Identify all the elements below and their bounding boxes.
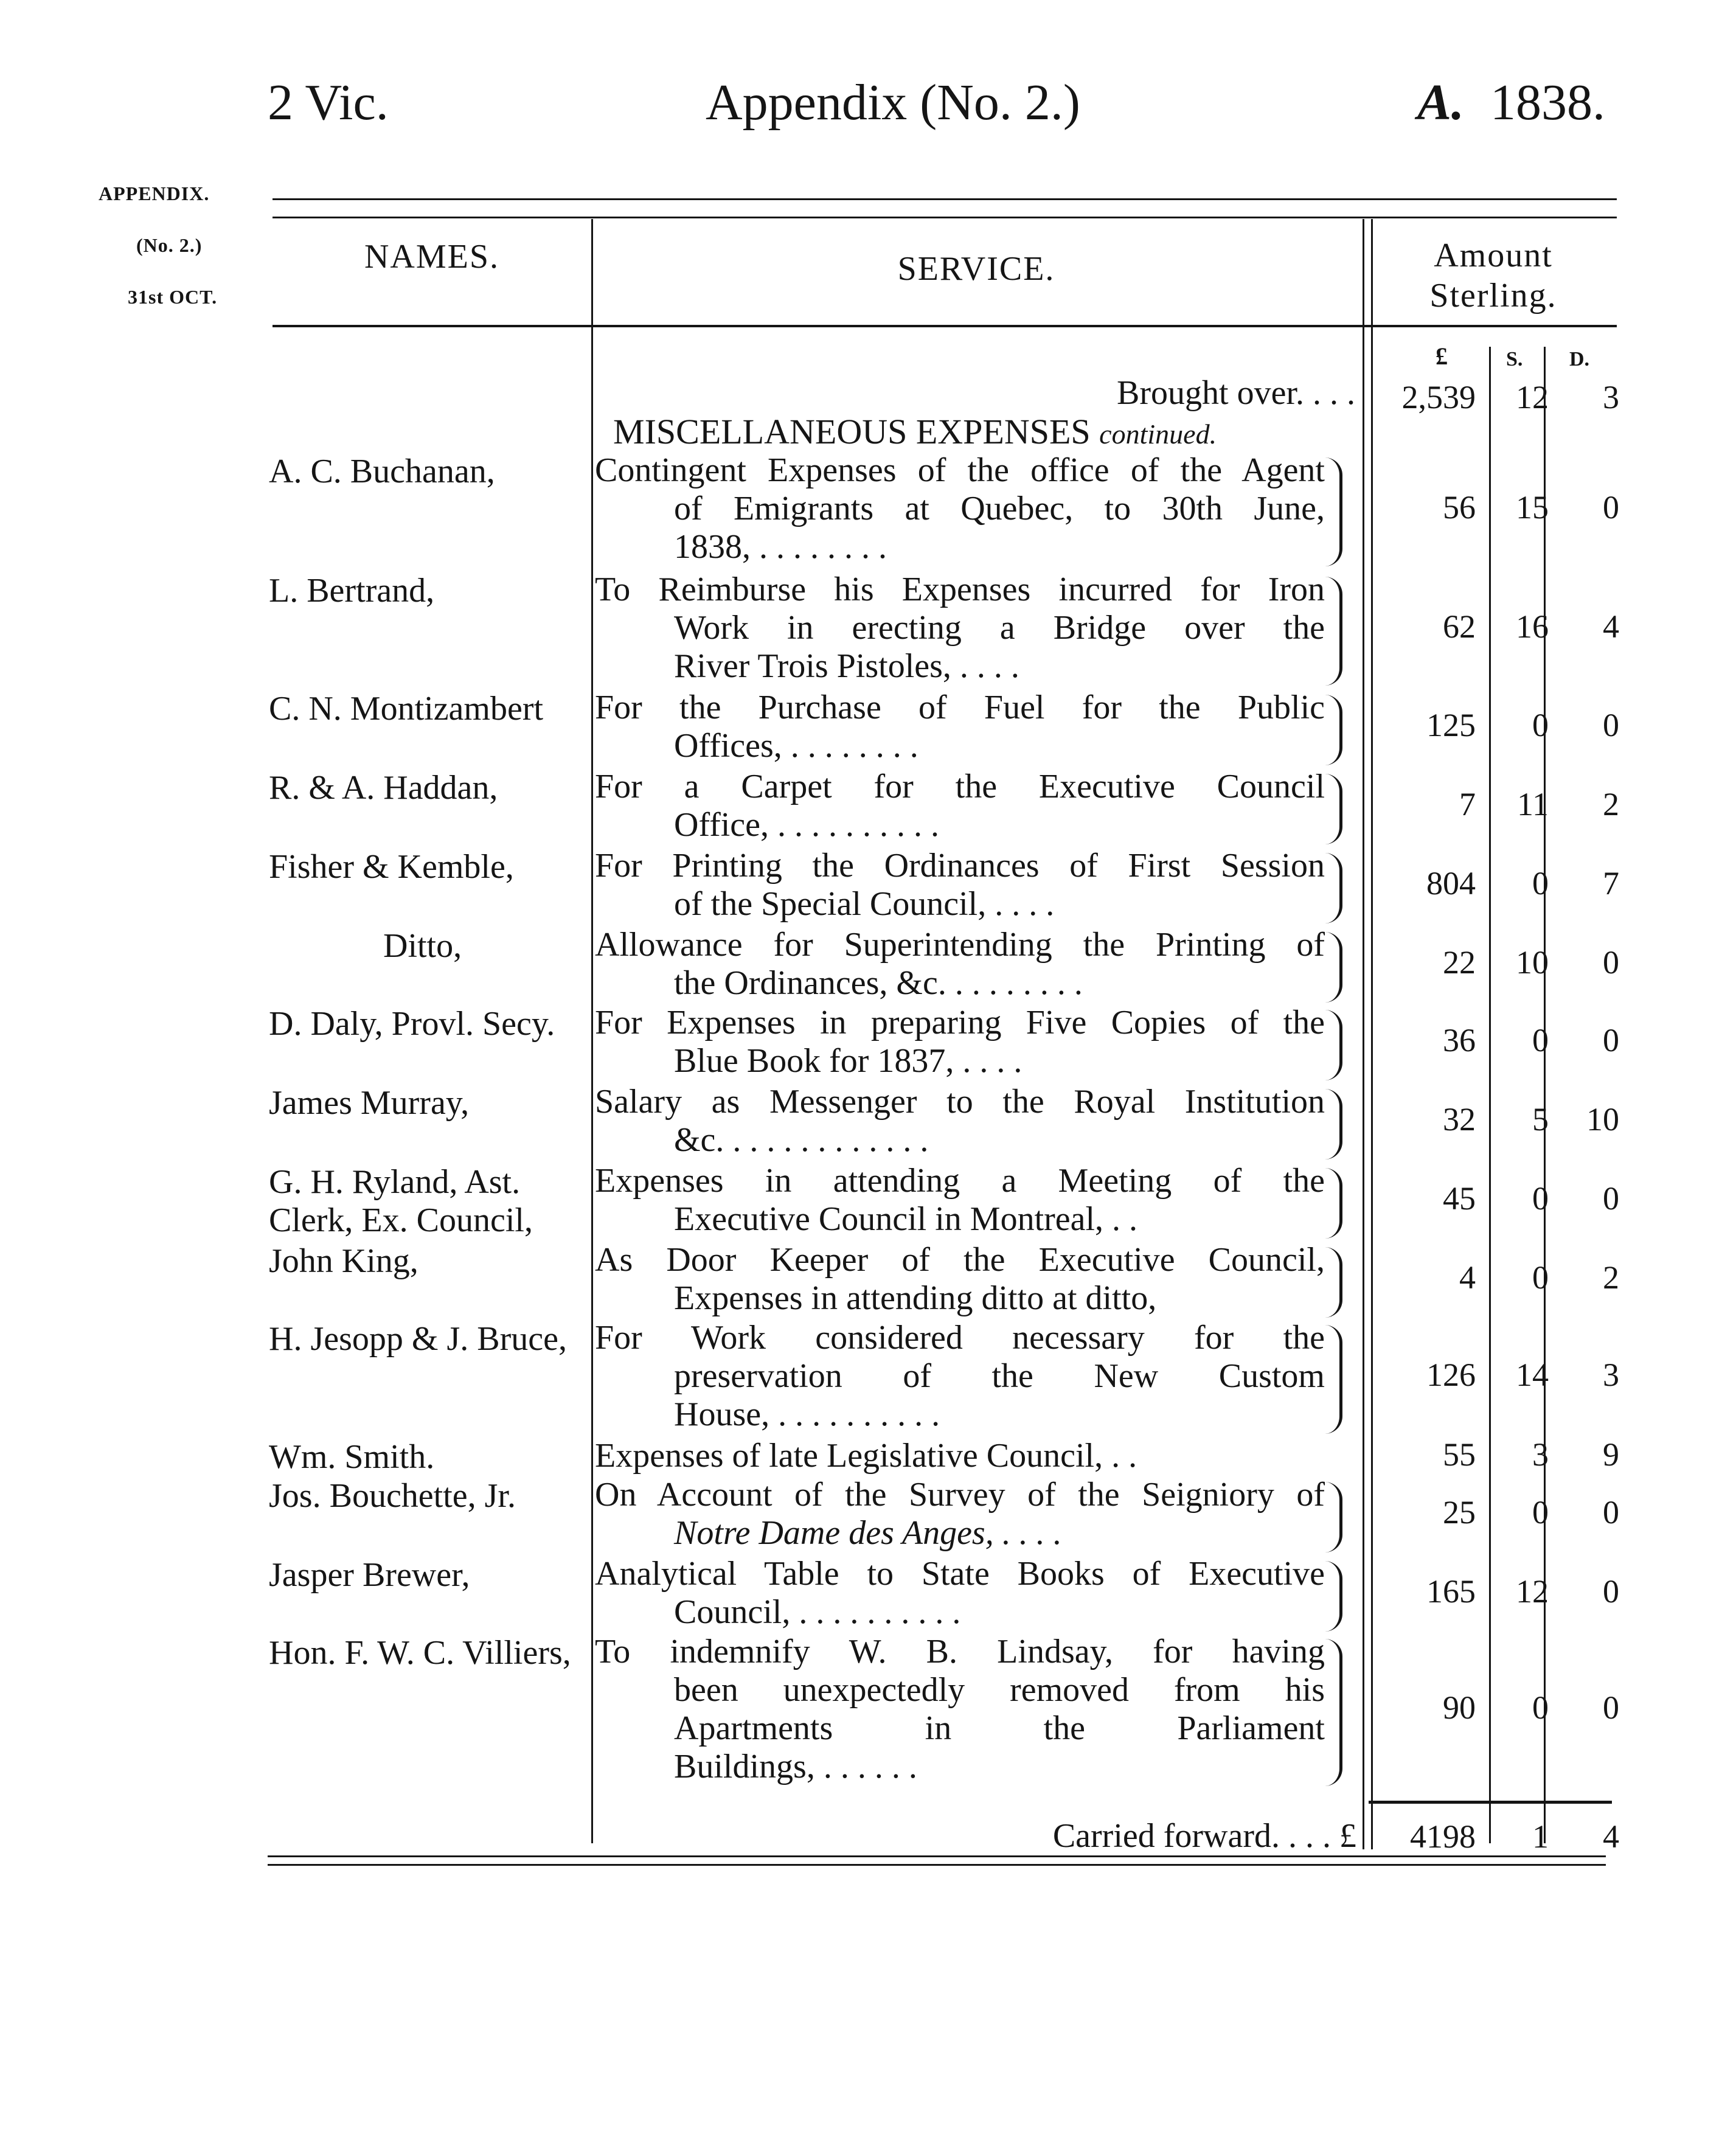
row-name: Jos. Bouchette, Jr. xyxy=(269,1477,516,1515)
service-line: On Account of the Survey of the Seigniory of xyxy=(595,1476,1325,1514)
service-line: For Printing the Ordinances of First Session xyxy=(595,847,1325,885)
service-line: For Expenses in preparing Five Copies of the xyxy=(595,1004,1325,1041)
row-pounds: 45 xyxy=(1443,1180,1476,1217)
row-name: Wm. Smith. xyxy=(269,1438,435,1476)
service-line: &c. . . . . . . . . . . . . xyxy=(674,1121,929,1159)
curly-brace xyxy=(1325,853,1342,923)
row-shillings: 10 xyxy=(1516,944,1549,981)
row-pence: 0 xyxy=(1603,707,1619,743)
row-pence: 0 xyxy=(1603,1494,1619,1531)
row-pence: 10 xyxy=(1586,1101,1619,1138)
service-line: Work in erecting a Bridge over the xyxy=(674,609,1325,647)
service-line: Expenses in attending a Meeting of the xyxy=(595,1162,1325,1200)
row-pence: 4 xyxy=(1603,608,1619,645)
brought-over-pence: 3 xyxy=(1603,379,1619,415)
service-line: As Door Keeper of the Executive Council, xyxy=(595,1241,1325,1279)
curly-brace xyxy=(1325,457,1342,566)
amount-column-header-line2: Sterling. xyxy=(1429,277,1557,315)
service-line: Contingent Expenses of the office of the Agent xyxy=(595,451,1325,489)
service-line: Buildings, . . . . . . xyxy=(674,1748,917,1785)
row-service xyxy=(595,1319,1325,1434)
carried-forward-pounds: 4198 xyxy=(1410,1818,1476,1855)
service-line: Offices, . . . . . . . . xyxy=(674,727,918,765)
service-line: Blue Book for 1837, . . . . xyxy=(674,1042,1023,1080)
service-line: For the Purchase of Fuel for the Public xyxy=(595,689,1325,726)
section-heading-suffix: continued. xyxy=(1099,419,1217,450)
row-service xyxy=(595,451,1325,566)
names-column-header: NAMES. xyxy=(364,238,500,276)
row-pounds: 125 xyxy=(1426,707,1476,743)
row-shillings: 12 xyxy=(1516,1573,1549,1610)
service-line: To indemnify W. B. Lindsay, for having xyxy=(595,1633,1325,1670)
curly-brace xyxy=(1325,577,1342,686)
shillings-pence-divider xyxy=(1544,347,1546,1843)
row-pounds: 90 xyxy=(1443,1689,1476,1726)
header-session: 2 Vic. xyxy=(268,74,389,131)
row-shillings: 0 xyxy=(1532,707,1549,743)
row-name: H. Jesopp & J. Bruce, xyxy=(269,1320,567,1358)
row-name: Jasper Brewer, xyxy=(269,1556,470,1594)
row-pounds: 36 xyxy=(1443,1022,1476,1059)
bottom-rule-1 xyxy=(268,1855,1606,1857)
row-pence: 0 xyxy=(1603,488,1619,526)
row-service xyxy=(595,768,1325,844)
row-name: A. C. Buchanan, xyxy=(269,453,495,490)
header-bottom-rule xyxy=(273,325,1617,327)
row-pounds: 4 xyxy=(1459,1259,1476,1296)
service-line: Expenses of late Legislative Council, . . xyxy=(595,1437,1137,1475)
service-line: For a Carpet for the Executive Council xyxy=(595,768,1325,805)
service-line: Executive Council in Montreal, . . xyxy=(674,1200,1138,1238)
curly-brace xyxy=(1325,1325,1342,1434)
row-service xyxy=(595,689,1325,765)
row-name: Fisher & Kemble, xyxy=(269,848,514,886)
row-service xyxy=(595,1162,1325,1239)
service-line: Salary as Messenger to the Royal Institution xyxy=(595,1083,1325,1121)
row-name: John King, xyxy=(269,1242,418,1280)
row-shillings: 14 xyxy=(1516,1356,1549,1393)
names-service-divider xyxy=(591,219,593,1843)
curly-brace xyxy=(1325,1168,1342,1239)
curly-brace xyxy=(1325,932,1342,1003)
row-name-continued: Clerk, Ex. Council, xyxy=(269,1201,533,1239)
row-service xyxy=(595,1555,1325,1632)
amount-column-header-line1: Amount xyxy=(1434,237,1553,274)
row-pounds: 7 xyxy=(1459,786,1476,822)
row-pounds: 25 xyxy=(1443,1494,1476,1531)
service-line: House, . . . . . . . . . . xyxy=(674,1396,940,1433)
row-shillings: 0 xyxy=(1532,1494,1549,1531)
service-line: 1838, . . . . . . . . xyxy=(674,528,887,566)
row-service xyxy=(595,1437,1325,1475)
row-shillings: 16 xyxy=(1516,608,1549,645)
curly-brace xyxy=(1325,1010,1342,1080)
row-pounds: 32 xyxy=(1443,1101,1476,1138)
carried-forward-pence: 4 xyxy=(1603,1818,1619,1855)
row-name: Ditto, xyxy=(383,927,462,965)
pounds-unit: £ xyxy=(1436,342,1448,370)
row-name: G. H. Ryland, Ast. xyxy=(269,1163,521,1201)
curly-brace xyxy=(1325,1482,1342,1552)
curly-brace xyxy=(1325,695,1342,765)
service-line: of the Special Council, . . . . xyxy=(674,885,1055,923)
top-rule xyxy=(273,198,1617,200)
header-title: Appendix (No. 2.) xyxy=(706,74,1080,131)
service-line: River Trois Pistoles, . . . . xyxy=(674,647,1019,685)
total-rule xyxy=(1369,1801,1612,1804)
service-line: Allowance for Superintending the Printing of xyxy=(595,926,1325,964)
carried-forward-label: Carried forward. . . . £ xyxy=(1052,1817,1356,1855)
row-pounds: 804 xyxy=(1426,865,1476,902)
row-service xyxy=(595,1633,1325,1786)
row-pounds: 22 xyxy=(1443,944,1476,981)
side-date: 31st OCT. xyxy=(128,286,218,308)
bottom-rule-2 xyxy=(268,1864,1606,1866)
curly-brace xyxy=(1325,1089,1342,1159)
service-line: the Ordinances, &c. . . . . . . . . xyxy=(674,964,1083,1002)
row-pence: 0 xyxy=(1603,1573,1619,1610)
row-name: R. & A. Haddan, xyxy=(269,769,498,807)
row-name: James Murray, xyxy=(269,1084,470,1122)
row-shillings: 15 xyxy=(1516,488,1549,526)
row-shillings: 0 xyxy=(1532,865,1549,902)
header-top-rule xyxy=(273,217,1617,218)
row-service xyxy=(595,1004,1325,1080)
service-line: Office, . . . . . . . . . . xyxy=(674,806,939,844)
row-shillings: 5 xyxy=(1532,1101,1549,1138)
brought-over-label: Brought over. . . . xyxy=(1117,374,1355,412)
service-line: Apartments in the Parliament xyxy=(674,1709,1325,1747)
row-pence: 7 xyxy=(1603,865,1619,902)
service-line: Expenses in attending ditto at ditto, xyxy=(674,1279,1157,1317)
side-appendix: APPENDIX. xyxy=(99,183,210,204)
row-name: C. N. Montizambert xyxy=(269,690,544,728)
row-service xyxy=(595,1476,1325,1552)
curly-brace xyxy=(1325,1561,1342,1632)
curly-brace xyxy=(1325,1247,1342,1318)
shillings-unit: S. xyxy=(1506,348,1523,370)
row-shillings: 3 xyxy=(1532,1436,1549,1473)
row-service xyxy=(595,1241,1325,1318)
curly-brace xyxy=(1325,1639,1342,1786)
service-line: preservation of the New Custom xyxy=(674,1357,1325,1395)
row-service xyxy=(595,1083,1325,1159)
brought-over-shillings: 12 xyxy=(1516,379,1549,415)
service-line: Council, . . . . . . . . . . xyxy=(674,1593,961,1631)
brought-over-pounds: 2,539 xyxy=(1401,379,1476,415)
side-number: (No. 2.) xyxy=(136,234,203,256)
row-pounds: 62 xyxy=(1443,608,1476,645)
row-pence: 0 xyxy=(1603,1022,1619,1059)
row-service xyxy=(595,571,1325,686)
row-pounds: 56 xyxy=(1443,488,1476,526)
row-pence: 9 xyxy=(1603,1436,1619,1473)
row-service xyxy=(595,847,1325,923)
row-pounds: 126 xyxy=(1426,1356,1476,1393)
row-shillings: 0 xyxy=(1532,1180,1549,1217)
curly-brace xyxy=(1325,774,1342,844)
row-shillings: 0 xyxy=(1532,1259,1549,1296)
service-line: Notre Dame des Anges, . . . . xyxy=(674,1514,1062,1552)
row-pence: 2 xyxy=(1603,786,1619,822)
section-heading xyxy=(613,411,1217,452)
row-shillings: 0 xyxy=(1532,1689,1549,1726)
section-heading-main: MISCELLANEOUS EXPENSES xyxy=(613,412,1091,451)
row-shillings: 0 xyxy=(1532,1022,1549,1059)
row-pence: 0 xyxy=(1603,1180,1619,1217)
row-pounds: 165 xyxy=(1426,1573,1476,1610)
service-line: For Work considered necessary for the xyxy=(595,1319,1325,1357)
row-name: Hon. F. W. C. Villiers, xyxy=(269,1634,571,1672)
row-service xyxy=(595,926,1325,1003)
row-pence: 0 xyxy=(1603,944,1619,981)
header-series: A. xyxy=(1417,74,1465,131)
service-line: Analytical Table to State Books of Executive xyxy=(595,1555,1325,1593)
row-name: L. Bertrand, xyxy=(269,572,435,610)
row-shillings: 11 xyxy=(1517,786,1549,822)
service-line: been unexpectedly removed from his xyxy=(674,1671,1325,1709)
carried-forward-shillings: 1 xyxy=(1532,1818,1549,1855)
row-pence: 2 xyxy=(1603,1259,1619,1296)
row-pence: 3 xyxy=(1603,1356,1619,1393)
row-pence: 0 xyxy=(1603,1689,1619,1726)
header-year: 1838. xyxy=(1490,74,1605,131)
service-line: of Emigrants at Quebec, to 30th June, xyxy=(674,490,1325,527)
pounds-shillings-divider xyxy=(1489,347,1491,1843)
service-column-header: SERVICE. xyxy=(897,250,1055,288)
service-line: To Reimburse his Expenses incurred for Iron xyxy=(595,571,1325,608)
pence-unit: D. xyxy=(1569,348,1590,370)
row-pounds: 55 xyxy=(1443,1436,1476,1473)
row-name: D. Daly, Provl. Secy. xyxy=(269,1005,555,1043)
